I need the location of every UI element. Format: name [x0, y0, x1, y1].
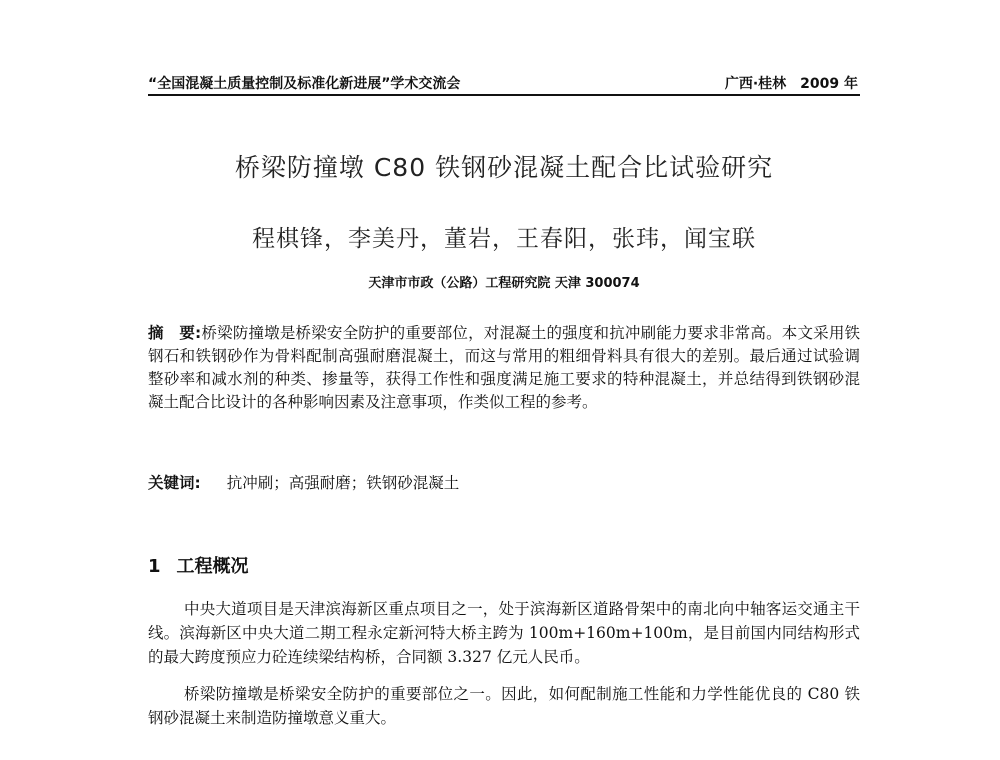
- keywords-text: 抗冲刷；高强耐磨；铁钢砂混凝土: [226, 474, 460, 492]
- affiliation: 天津市市政（公路）工程研究院 天津 300074: [368, 276, 640, 291]
- abstract-text: 桥梁防撞墩是桥梁安全防护的重要部位，对混凝土的强度和抗冲刷能力要求非常高。本文采用铁钢石和铁钢砂作为骨料配制高强耐磨混凝土，而这与常用的粗细骨料具有很大的差别。最后通过试验调整砂率和减水剂的种类、掺量等，获得工作性和强度满足施工要求的特种混凝土，并总结得到铁钢砂混凝土配合比设计的各种影响因素及注意事项，作类似工程的参考。: [148, 324, 860, 411]
- author-list: 程棋锋，李美丹，董岩，王春阳，张玮，闻宝联: [252, 226, 756, 252]
- conference-name: “全国混凝土质量控制及标准化新进展”学术交流会: [148, 76, 461, 92]
- section-title: 工程概况: [176, 556, 249, 577]
- body-paragraph: 中央大道项目是天津滨海新区重点项目之一，处于滨海新区道路骨架中的南北向中轴客运交通主干线。滨海新区中央大道二期工程永定新河特大桥主跨为 100m+160m+100m，是目前国内同结构形式的最大跨度预应力砼连续梁结构桥，合同额 3.327 亿元人民币。: [148, 600, 860, 666]
- body-paragraph: 桥梁防撞墩是桥梁安全防护的重要部位之一。因此，如何配制施工性能和力学性能优良的 C80 铁钢砂混凝土来制造防撞墩意义重大。: [148, 685, 860, 727]
- section-number: 1: [148, 556, 161, 577]
- keywords: [148, 471, 860, 493]
- keywords-label: 关键词:: [148, 474, 201, 492]
- abstract: [148, 322, 860, 414]
- running-header: [148, 70, 860, 96]
- abstract-label: 摘 要:: [148, 324, 202, 342]
- location-year: 广西·桂林 2009 年: [724, 76, 858, 92]
- paper-title: 桥梁防撞墩 C80 铁钢砂混凝土配合比试验研究: [234, 153, 774, 182]
- section-heading: [148, 552, 249, 578]
